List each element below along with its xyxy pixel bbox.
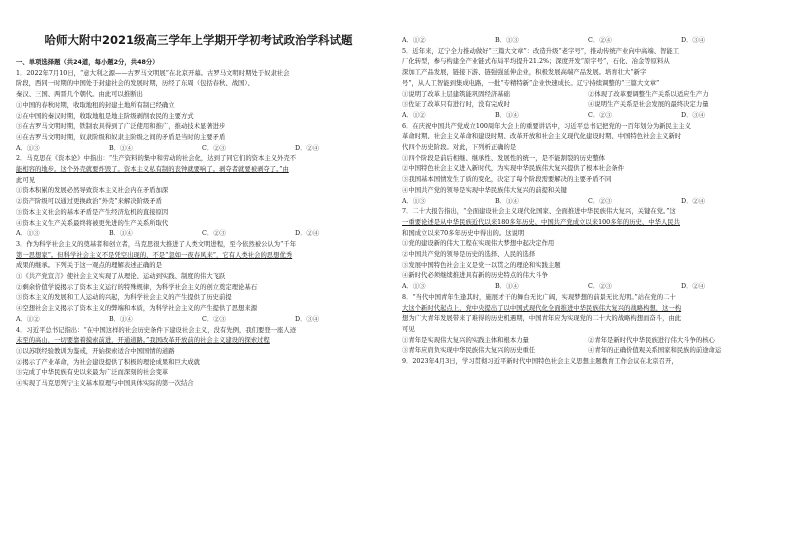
statement-items bbox=[402, 336, 774, 357]
option-d: D．③④ bbox=[681, 37, 706, 44]
option-c: C．②③ bbox=[588, 283, 612, 291]
statement-item: ①四个阶段是前后相继、继承性、发展性的统一，是不能割裂的历史整体 bbox=[402, 154, 606, 162]
answer-options bbox=[402, 197, 774, 208]
statement-item: ①青年是实现伟大复兴的实践主体和根本力量 bbox=[402, 336, 529, 344]
statement-item: ④空想社会主义揭示了资本主义的弊端和本质，为科学社会主义的产生提供了思想来源 bbox=[16, 305, 258, 313]
option-d: D．③④ bbox=[681, 111, 706, 119]
statement-item: ②揭示了产业革命，为社会建设提供了积极的理论成果和巨大成就 bbox=[16, 358, 200, 366]
statement-item: ①资本积累的发展必然导致资本主义社会内在矛盾加深 bbox=[16, 187, 169, 195]
option-a: A．①③ bbox=[16, 230, 40, 238]
statement-item: ③青年应肩负实现中华民族伟大复兴的历史重任 bbox=[402, 347, 536, 355]
option-d: D．②④ bbox=[681, 197, 706, 205]
option-b: B．①④ bbox=[495, 197, 519, 205]
question-text: 3．作为科学社会主义的奠基者和创立者，马克思很大推进了人类文明进程，至今依然被公认为“千年 bbox=[16, 240, 297, 248]
question-3 bbox=[16, 240, 388, 326]
exam-title: 哈师大附中2021级高三学年上学期开学初考试政治学科试题 bbox=[44, 33, 353, 47]
option-b: B．①④ bbox=[495, 283, 519, 291]
question-4 bbox=[16, 326, 388, 390]
question-text: 6．在庆祝中国共产党成立100周年大会上的重要讲话中，习近平总书记把党的一百年划分为新民主主义 bbox=[402, 122, 691, 130]
question-6 bbox=[402, 122, 774, 208]
question-text: 成果的继承。下列关于这一观点的理解表述正确的是 bbox=[16, 262, 162, 270]
answer-options bbox=[16, 315, 388, 326]
question-8 bbox=[402, 293, 774, 357]
statement-item: ②资产阶级可以通过更换政治“外壳”来解决阶级矛盾 bbox=[16, 198, 163, 206]
option-c: C．②③ bbox=[588, 197, 612, 205]
question-text: 7．二十大报告指出，“全面建设社会主义现代化国家、全面推进中华民族伟大复兴，关键在党。”这 bbox=[402, 208, 676, 216]
option-a: A．①② bbox=[402, 37, 426, 44]
statement-item: ④新时代必须继续推进具有新的历史特点的伟大斗争 bbox=[402, 272, 548, 280]
statement-item: ①中国的春秋时期，收取地租的封建土地所有制已经确立 bbox=[16, 101, 175, 109]
option-c: C．②③ bbox=[588, 111, 612, 119]
question-text: 第一思想家”。但科学社会主义不是凭空出现的，不是“忽如一夜春风来”，它有人类社会的思想优秀 bbox=[16, 251, 293, 259]
question-5 bbox=[402, 47, 774, 122]
statement-item: ②在中国的秦汉时期，收取地租是地主阶级剥削农民的主要方式 bbox=[16, 112, 194, 120]
left-column bbox=[16, 58, 388, 390]
question-text: 2．马克思在《资本论》中指出：“生产资料的集中和劳动的社会化，达到了同它们的资本主义外壳不 bbox=[16, 155, 297, 163]
question-7 bbox=[402, 207, 774, 293]
option-d: D．③④ bbox=[295, 315, 320, 323]
question-text: 4．习近平总书记指出：“在中国这样的社会历史条件下建设社会主义，没有先例，我们要登一座人迹 bbox=[16, 326, 297, 334]
statement-item: ②青年是新时代中华民族进行伟大斗争的核心 bbox=[588, 336, 715, 344]
statement-item: ②中国特色社会主义进入新时代，为实现中华民族伟大复兴提供了根本社会条件 bbox=[402, 165, 625, 173]
statement-item: ③我国基本国情发生了质的变化，决定了每个阶段需要解决的主要矛盾不同 bbox=[402, 176, 612, 184]
statement-item: ③完成了中华民族有史以来最为广泛而深刻的社会变革 bbox=[16, 369, 169, 377]
question-text: 5．近年来，辽宁全力推动做好“三篇大文章”：改造升级“老字号”，推动传统产业向中高端、智能工 bbox=[402, 47, 680, 55]
question-4-options bbox=[402, 36, 774, 47]
option-b: B．①③ bbox=[495, 37, 519, 44]
question-text: 代四个历史阶段。对此，下列析正确的是 bbox=[402, 144, 517, 152]
answer-options bbox=[16, 229, 388, 240]
option-b: B．①④ bbox=[495, 111, 519, 119]
question-text: 此可见 bbox=[16, 176, 36, 184]
question-text: 8．“当代中国青年生逢其时，施展才干的舞台无比广阔，实现梦想的前景无比光明。”站在党的二十 bbox=[402, 293, 676, 301]
question-text: 能相容的地步。这个外壳就要炸毁了。资本主义私有制的丧钟就要响了。剥夺者就要被剥夺了。”由 bbox=[16, 166, 289, 174]
answer-options bbox=[16, 144, 388, 155]
option-a: A．①② bbox=[402, 111, 426, 119]
statement-item: ②中国共产党的领导是历史的选择、人民的选择 bbox=[402, 251, 536, 259]
question-2 bbox=[16, 154, 388, 240]
question-text: 1．2022年7月10日，“意大利之源——古罗马文明展”在北京开幕。古罗马文明时期处于奴隶社会 bbox=[16, 69, 290, 77]
option-b: B．①④ bbox=[109, 315, 133, 323]
question-text: 可见 bbox=[402, 325, 415, 333]
question-text: 厂化转型，参与构建全产业链式布局平均提升21.2%；深度开发“原字号”，石化、冶金等原料从 bbox=[402, 58, 670, 66]
answer-options bbox=[402, 111, 774, 122]
option-c: C．②③ bbox=[202, 144, 226, 152]
statement-item: ③发展中国特色社会主义是党一以贯之的理论和实践主题 bbox=[402, 261, 561, 269]
question-text: 未至的高山，一切要靠着摸索前进，开通道路。”我国改革开放前的社会主义建设的探索过程 bbox=[16, 337, 270, 345]
option-a: A．①② bbox=[16, 315, 40, 323]
option-d: D．②④ bbox=[681, 283, 706, 291]
statement-item: ①说明了改革上层建筑能巩固经济基础 bbox=[402, 90, 510, 98]
statement-item: ②体现了改革要调整生产关系以适应生产力 bbox=[588, 90, 709, 98]
statement-item: ③资本主义社会的基本矛盾是产生经济危机的直接原因 bbox=[16, 208, 169, 216]
statement-item: ④实现了马克思列宁主义基本原理与中国具体实际的第一次结合 bbox=[16, 380, 194, 388]
question-text: 秦汉、三国、两晋几个朝代。由此可以推断出 bbox=[16, 91, 143, 99]
statement-item: ①以苏联经验教训为鉴戒，开始探索适合中国国情的道路 bbox=[16, 347, 175, 355]
question-text: 号”，从人工智能到集成电路，一批“专精特新”企业快速成长。辽宁持续调整的“三篇大文章” bbox=[402, 79, 660, 87]
question-9: 9．2023年4月3日，学习贯彻习近平新时代中国特色社会主义思想主题教育工作会议在北京召开， bbox=[402, 358, 678, 366]
statement-item: ④中国共产党的领导是实现中华民族伟大复兴的前提和关键 bbox=[402, 186, 567, 194]
option-a: A．①③ bbox=[402, 283, 426, 291]
right-column bbox=[402, 36, 774, 368]
statement-items bbox=[402, 90, 774, 111]
statement-item: ④青年的正确价值观关系国家和民族的前途命运 bbox=[588, 347, 722, 355]
option-c: C．②③ bbox=[202, 315, 226, 323]
question-text: 想为广大青年发展带来了难得的历史机遇期，中国青年应为实现党的二十大的战略构想而奋斗，由此 bbox=[402, 315, 682, 323]
question-text: 一重要论述是从中华民族近代以来180多年历史、中国共产党成立以来100多年的历史、中华人民共 bbox=[402, 218, 680, 226]
question-text: 深加工产品发展，链接下游、链强强延伸企业，积极发展高端产品发展。培育壮大“新字 bbox=[402, 69, 647, 77]
statement-item: ④资本主义生产关系最终将被更先进的生产关系所取代 bbox=[16, 219, 169, 227]
option-a: A．①③ bbox=[16, 144, 40, 152]
question-text: 革命时期、社会主义革命和建设时期、改革开放和社会主义现代化建设时期、中国特色社会主义新时 bbox=[402, 133, 682, 141]
option-d: D．②④ bbox=[295, 144, 320, 152]
statement-item: ①《共产党宣言》使社会主义实现了从理论、运动到实践、制度的伟大飞跃 bbox=[16, 273, 226, 281]
question-1 bbox=[16, 69, 388, 155]
option-d: D．②④ bbox=[295, 230, 320, 238]
statement-item: ④在古罗马文明时期，奴隶阶级和奴隶主阶级之间的矛盾是当时的主要矛盾 bbox=[16, 133, 226, 141]
statement-item: ①党的建设新的伟大工程在实现伟大梦想中起决定作用 bbox=[402, 240, 555, 248]
question-text: 阶段，西同一时期的中国处于封建社会的发展时期，历经了东周（包括春秋、战国）、 bbox=[16, 80, 254, 88]
statement-item: ②剩余价值学说揭示了资本主义运行的特殊规律，为科学社会主义的创立奠定理论基石 bbox=[16, 283, 258, 291]
question-text: 和国成立以来70多年历史中得出的。这说明 bbox=[402, 229, 525, 237]
statement-item: ④说明生产关系是社会发展的最终决定力量 bbox=[588, 101, 709, 109]
option-a: A．①③ bbox=[402, 197, 426, 205]
statement-item: ③资本主义的发展和工人运动的兴起，为科学社会主义的产生提供了历史前提 bbox=[16, 294, 232, 302]
option-b: B．①④ bbox=[109, 144, 133, 152]
question-text: 大这个新时代起点上，党中央提出了以中国式现代化全面推进中华民族伟大复兴的战略构想，这一构 bbox=[402, 304, 682, 312]
option-c: C．②③ bbox=[202, 230, 226, 238]
statement-item: ③在古罗马文明时期，铁制农具得到了广泛使用和推广，推动技术显著进步 bbox=[16, 123, 226, 131]
statement-item: ③佐证了改革只有进行时，没有完成时 bbox=[402, 101, 510, 109]
answer-options bbox=[402, 282, 774, 293]
option-b: B．①④ bbox=[109, 230, 133, 238]
section-heading: 一、单项选择题（共24道，每小题2分，共48分） bbox=[16, 59, 159, 66]
option-c: C．②④ bbox=[588, 37, 612, 44]
